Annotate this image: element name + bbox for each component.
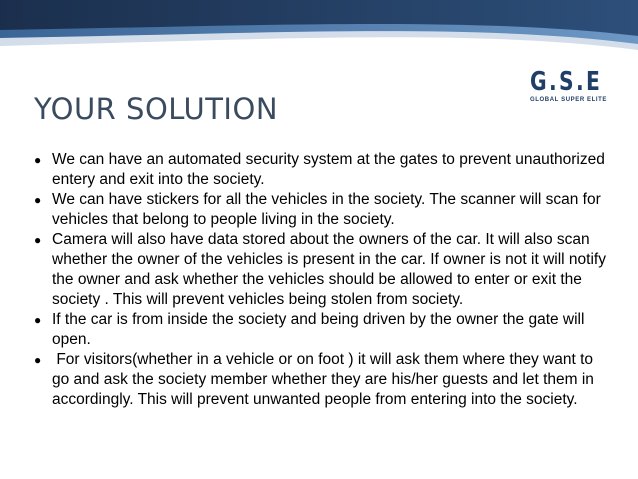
logo-wordmark: G.S.E <box>530 67 603 97</box>
bullet-text: If the car is from inside the society and being driven by the owner the gate will open. <box>52 311 585 348</box>
gse-logo <box>530 69 622 107</box>
bullet-item <box>34 350 614 410</box>
slide-title: YOUR SOLUTION <box>34 92 279 126</box>
bullet-item <box>34 190 614 230</box>
bullet-text: We can have stickers for all the vehicles in the society. The scanner will scan for vehicles that belong to people living in the society. <box>52 191 601 228</box>
bullet-text: For visitors(whether in a vehicle or on foot ) it will ask them where they want to go and ask the society member whether they are his/her guests and let them in accordingly. This will prevent unwanted people from entering into the society. <box>52 351 599 408</box>
bullet-dot-icon: ● <box>34 313 42 327</box>
bullet-dot-icon: ● <box>34 193 42 207</box>
bullet-dot-icon: ● <box>34 233 42 247</box>
bullet-item <box>34 230 614 310</box>
bullet-text: Camera will also have data stored about the owners of the car. It will also scan whether the owner of the vehicles is present in the car. If owner is not it will notify the owner and ask whether the vehicles should be allowed to enter or exit the society . This will prevent vehicles being stolen from society. <box>52 231 606 308</box>
bullet-text: We can have an automated security system at the gates to prevent unauthorized entery and exit into the society. <box>52 151 605 188</box>
logo-tagline: GLOBAL SUPER ELITE <box>530 97 608 103</box>
bullet-item <box>34 310 614 350</box>
bullet-dot-icon: ● <box>34 353 42 367</box>
bullet-list <box>34 150 614 410</box>
bullet-item <box>34 150 614 190</box>
header-swoosh-band <box>0 0 638 52</box>
bullet-dot-icon: ● <box>34 153 42 167</box>
